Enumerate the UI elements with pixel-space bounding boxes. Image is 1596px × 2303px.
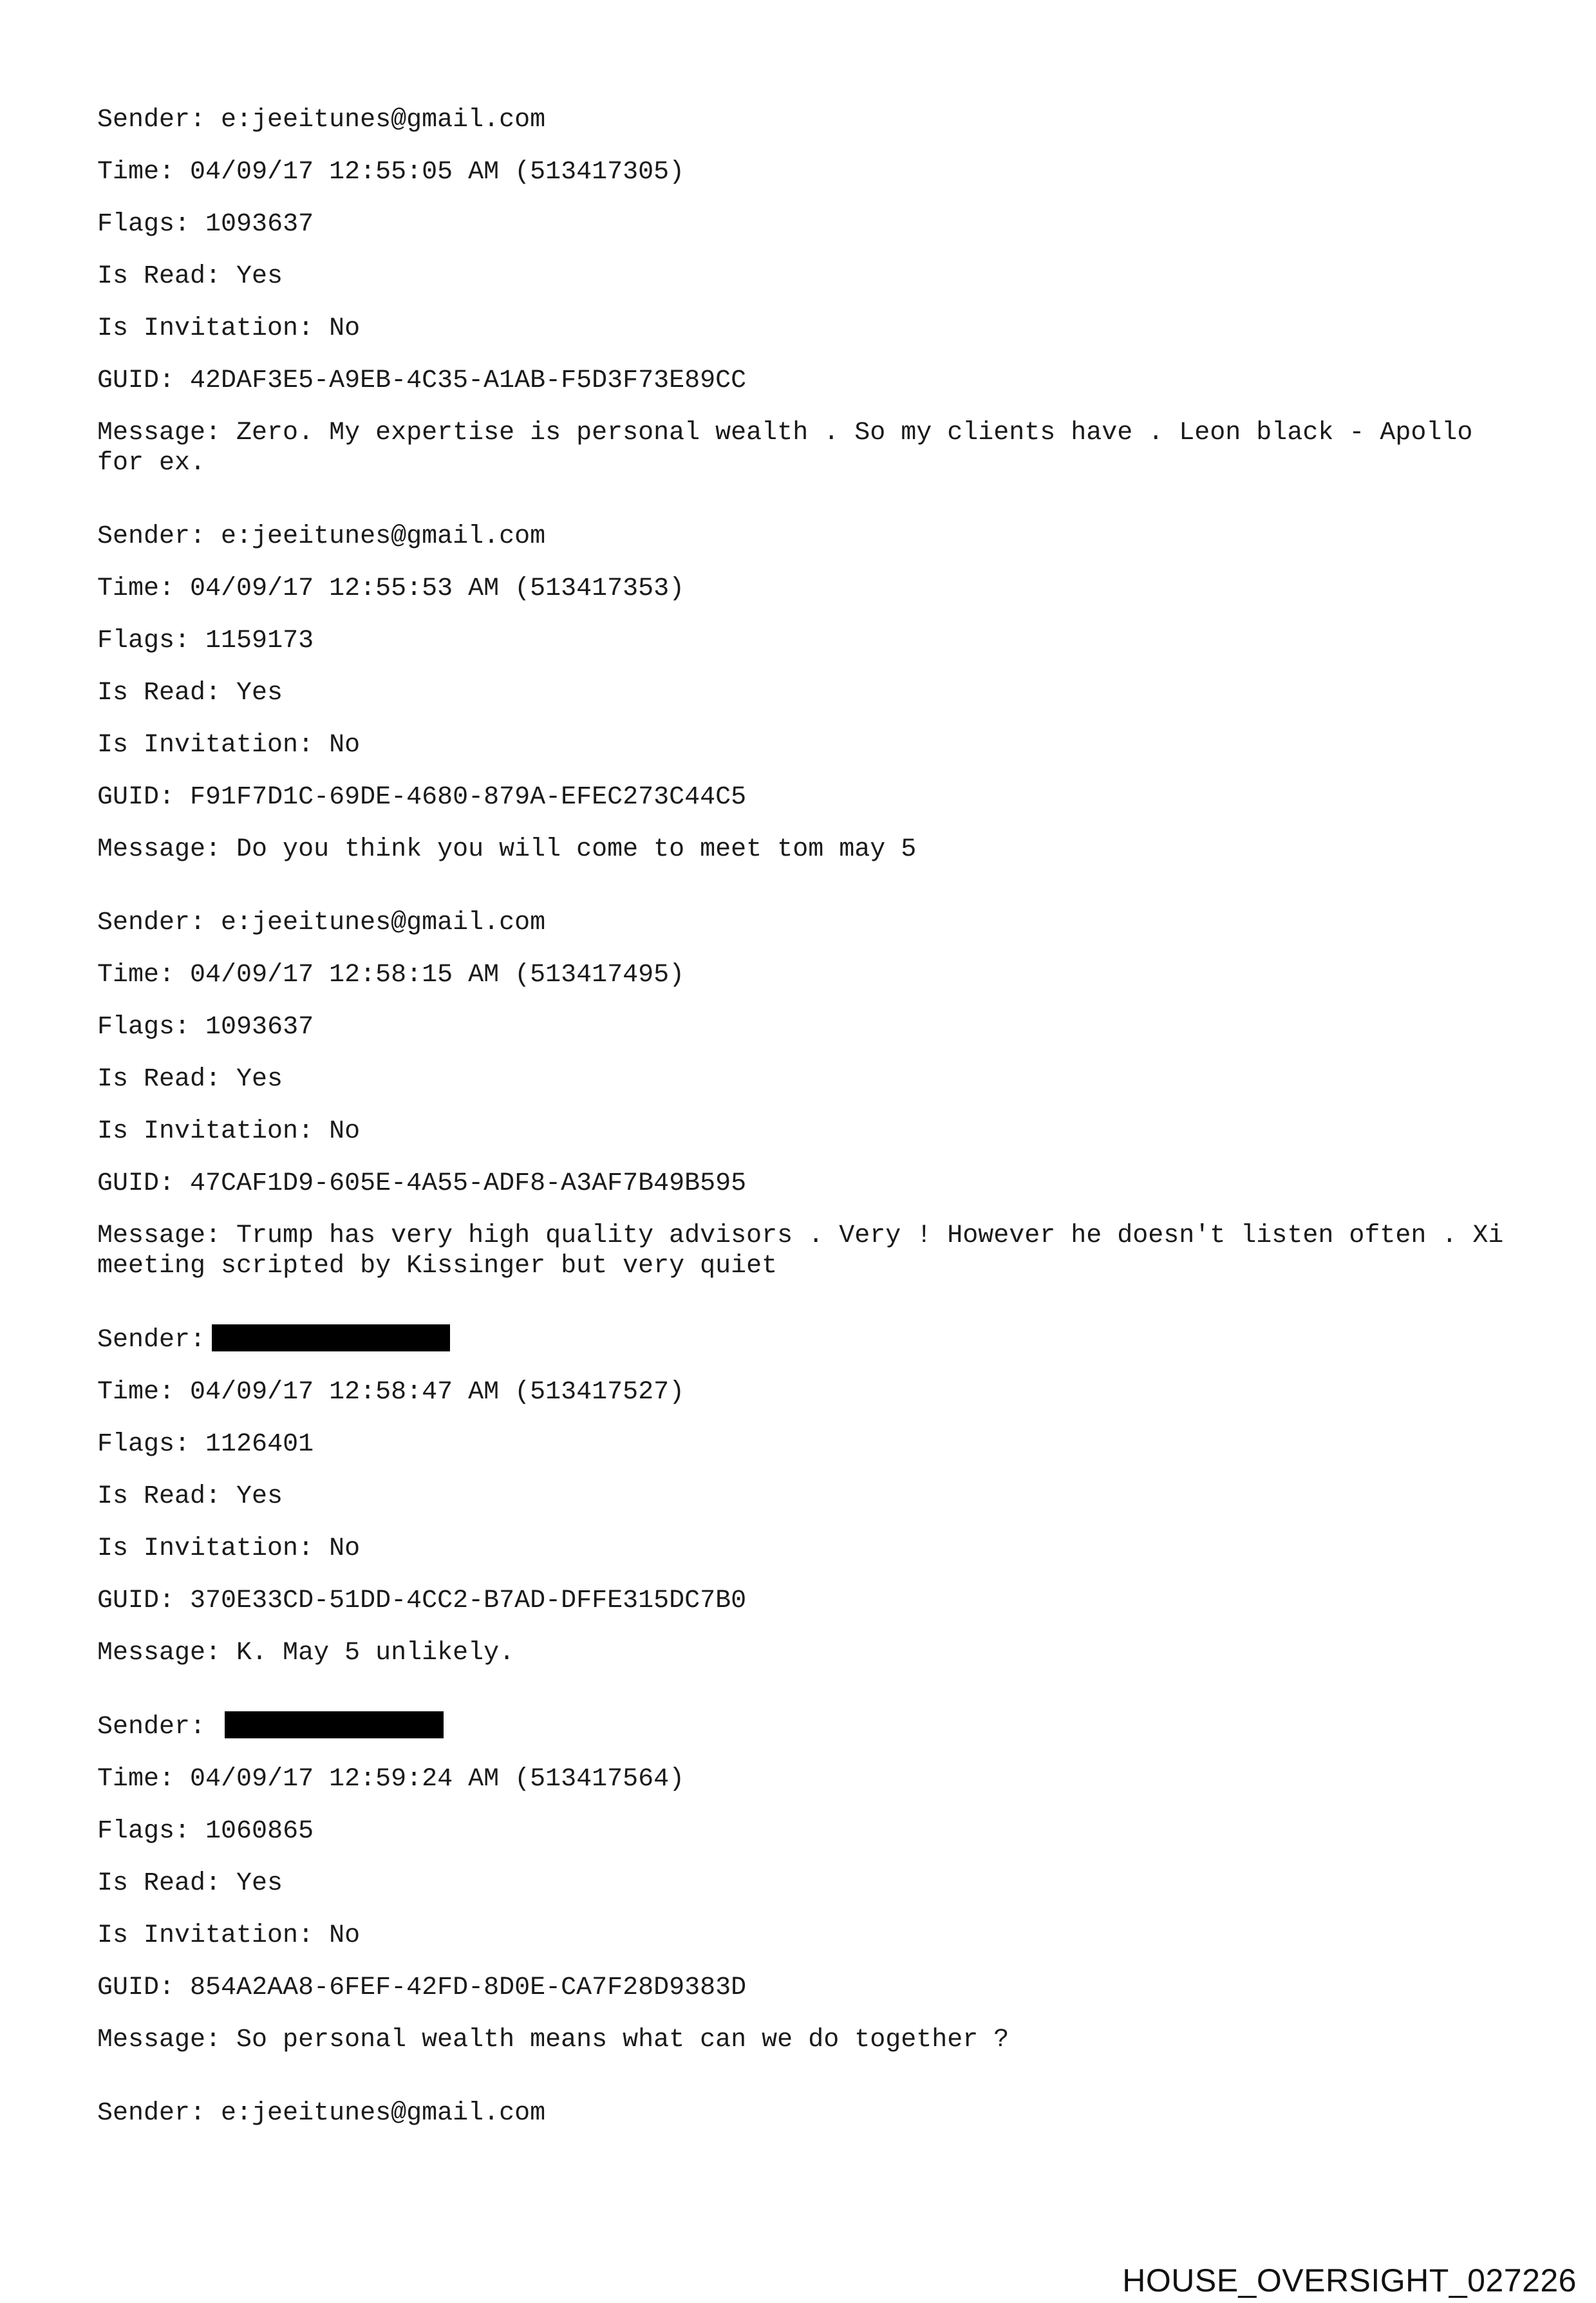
sender-line	[97, 908, 1514, 938]
is-invitation-line	[97, 1921, 1514, 1951]
is-invitation-line	[97, 1116, 1514, 1147]
time-label: Time:	[97, 1765, 175, 1794]
sender-label: Sender:	[97, 2099, 206, 2128]
guid-value: 854A2AA8-6FEF-42FD-8D0E-CA7F28D9383D	[190, 1973, 747, 2002]
time-value: 04/09/17 12:59:24 AM (513417564)	[190, 1765, 685, 1794]
message-value: K. May 5 unlikely.	[236, 1639, 515, 1668]
redaction-block	[212, 1324, 450, 1351]
is-invitation-label: Is Invitation:	[97, 731, 314, 760]
sender-value: e:jeeitunes@gmail.com	[221, 522, 546, 551]
redaction-block	[225, 1711, 444, 1738]
flags-label: Flags:	[97, 1430, 191, 1459]
message-value: Zero. My expertise is personal wealth . So my clients have . Leon black - Apollo for ex.	[97, 418, 1488, 478]
guid-line	[97, 1586, 1514, 1616]
message-line	[97, 2025, 1514, 2055]
sender-line	[97, 522, 1514, 552]
time-value: 04/09/17 12:58:47 AM (513417527)	[190, 1378, 685, 1407]
sender-value: e:jeeitunes@gmail.com	[221, 2099, 546, 2128]
time-label: Time:	[97, 1378, 175, 1407]
is-invitation-value: No	[329, 1117, 361, 1146]
bates-number: HOUSE_OVERSIGHT_027226	[1122, 2262, 1577, 2298]
sender-label: Sender:	[97, 106, 206, 135]
flags-label: Flags:	[97, 1817, 191, 1846]
sender-value: e:jeeitunes@gmail.com	[221, 908, 546, 937]
message-record	[97, 908, 1519, 1281]
guid-line	[97, 366, 1514, 396]
is-read-label: Is Read:	[97, 1482, 221, 1511]
is-invitation-value: No	[329, 1534, 361, 1563]
is-invitation-value: No	[329, 1921, 361, 1950]
time-label: Time:	[97, 158, 175, 187]
flags-line	[97, 1816, 1514, 1847]
time-line	[97, 1377, 1514, 1407]
flags-line	[97, 1429, 1514, 1460]
time-label: Time:	[97, 574, 175, 603]
sender-line	[97, 105, 1514, 135]
time-value: 04/09/17 12:58:15 AM (513417495)	[190, 961, 685, 990]
is-invitation-label: Is Invitation:	[97, 1534, 314, 1563]
guid-value: 47CAF1D9-605E-4A55-ADF8-A3AF7B49B595	[190, 1169, 747, 1198]
message-value: Trump has very high quality advisors . Very ! However he doesn't listen often . Xi meeting scripted by Kissinger but very quiet	[97, 1221, 1519, 1281]
time-line	[97, 574, 1514, 604]
guid-line	[97, 782, 1514, 813]
message-record-partial	[97, 2098, 1514, 2129]
guid-label: GUID:	[97, 1169, 175, 1198]
guid-label: GUID:	[97, 783, 175, 812]
flags-line	[97, 1012, 1514, 1042]
is-read-line	[97, 1064, 1514, 1095]
sender-label: Sender:	[97, 908, 206, 937]
message-label: Message:	[97, 835, 221, 864]
message-label: Message:	[97, 418, 221, 447]
message-log	[97, 105, 1519, 2150]
is-read-value: Yes	[236, 679, 283, 708]
guid-line	[97, 1169, 1514, 1199]
is-invitation-line	[97, 1534, 1514, 1564]
message-line	[97, 418, 1514, 478]
is-invitation-value: No	[329, 314, 361, 343]
guid-value: 370E33CD-51DD-4CC2-B7AD-DFFE315DC7B0	[190, 1586, 747, 1615]
guid-value: 42DAF3E5-A9EB-4C35-A1AB-F5D3F73E89CC	[190, 366, 747, 395]
is-invitation-label: Is Invitation:	[97, 1117, 314, 1146]
sender-line	[97, 1324, 1514, 1355]
message-line	[97, 1221, 1519, 1281]
message-line	[97, 834, 1514, 865]
is-read-label: Is Read:	[97, 1869, 221, 1898]
time-line	[97, 1764, 1514, 1794]
message-record	[97, 105, 1514, 478]
message-record	[97, 522, 1514, 865]
is-read-line	[97, 1481, 1514, 1512]
flags-label: Flags:	[97, 210, 191, 239]
is-invitation-line	[97, 314, 1514, 344]
flags-line	[97, 209, 1514, 240]
sender-value: e:jeeitunes@gmail.com	[221, 106, 546, 135]
flags-label: Flags:	[97, 1013, 191, 1042]
time-line	[97, 960, 1514, 990]
flags-label: Flags:	[97, 626, 191, 655]
is-read-value: Yes	[236, 262, 283, 291]
flags-value: 1093637	[205, 1013, 314, 1042]
is-read-line	[97, 261, 1514, 292]
flags-value: 1060865	[205, 1817, 314, 1846]
is-read-line	[97, 678, 1514, 708]
time-value: 04/09/17 12:55:53 AM (513417353)	[190, 574, 685, 603]
flags-line	[97, 626, 1514, 656]
message-line	[97, 1638, 1514, 1668]
guid-value: F91F7D1C-69DE-4680-879A-EFEC273C44C5	[190, 783, 747, 812]
message-label: Message:	[97, 2026, 221, 2054]
is-invitation-value: No	[329, 731, 361, 760]
time-label: Time:	[97, 961, 175, 990]
sender-label: Sender:	[97, 522, 206, 551]
sender-line	[97, 2098, 1514, 2129]
sender-line	[97, 1711, 1514, 1742]
sender-label: Sender:	[97, 1326, 206, 1355]
is-invitation-label: Is Invitation:	[97, 1921, 314, 1950]
flags-value: 1093637	[205, 210, 314, 239]
message-record	[97, 1324, 1514, 1668]
flags-value: 1126401	[205, 1430, 314, 1459]
guid-line	[97, 1973, 1514, 2003]
is-read-line	[97, 1868, 1514, 1899]
is-read-label: Is Read:	[97, 679, 221, 708]
is-read-value: Yes	[236, 1065, 283, 1094]
message-label: Message:	[97, 1639, 221, 1668]
guid-label: GUID:	[97, 1973, 175, 2002]
is-invitation-line	[97, 730, 1514, 760]
guid-label: GUID:	[97, 366, 175, 395]
is-read-value: Yes	[236, 1869, 283, 1898]
message-value: So personal wealth means what can we do together ?	[236, 2026, 1009, 2054]
is-invitation-label: Is Invitation:	[97, 314, 314, 343]
is-read-label: Is Read:	[97, 1065, 221, 1094]
is-read-value: Yes	[236, 1482, 283, 1511]
message-value: Do you think you will come to meet tom may 5	[236, 835, 917, 864]
time-line	[97, 157, 1514, 187]
sender-label: Sender:	[97, 1713, 206, 1742]
message-label: Message:	[97, 1221, 221, 1250]
guid-label: GUID:	[97, 1586, 175, 1615]
time-value: 04/09/17 12:55:05 AM (513417305)	[190, 158, 685, 187]
flags-value: 1159173	[205, 626, 314, 655]
is-read-label: Is Read:	[97, 262, 221, 291]
message-record	[97, 1711, 1514, 2055]
